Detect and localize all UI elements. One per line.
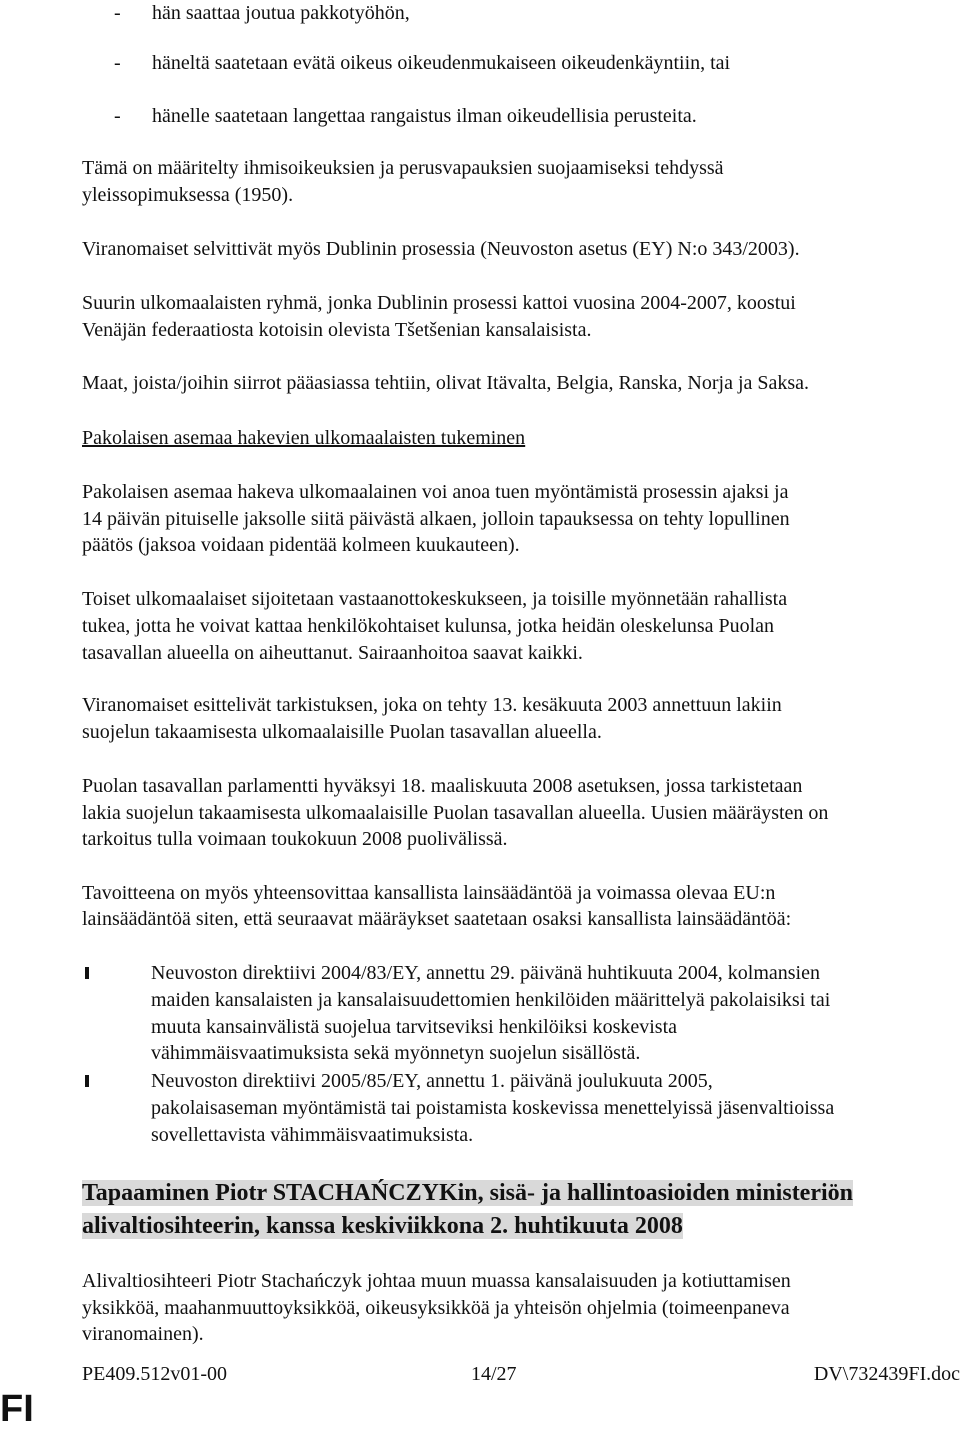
bullet-line: Neuvoston direktiivi 2005/85/EY, annettu 1. päivänä joulukuuta 2005, <box>151 1070 713 1092</box>
bullet-line: pakolaisaseman myöntämistä tai poistamista koskevissa menettelyissä jäsenvaltioissa <box>151 1096 835 1119</box>
paragraph-line: Suurin ulkomaalaisten ryhmä, jonka Dublinin prosessi kattoi vuosina 2004-2007, koostui <box>82 292 796 314</box>
meeting-heading <box>82 1177 960 1243</box>
paragraph-line: viranomainen). <box>82 1323 204 1345</box>
paragraph-line: yleissopimuksessa (1950). <box>82 184 294 206</box>
square-bullet-icon <box>82 967 90 979</box>
paragraph-line: lainsäädäntöä siten, että seuraavat määräykset saatetaan osaksi kansallista lainsäädäntöä: <box>82 908 792 930</box>
paragraph-line: Tavoitteena on myös yhteensovittaa kansallista lainsäädäntöä ja voimassa olevaa EU:n <box>82 882 776 904</box>
paragraph-line: Pakolaisen asemaa hakeva ulkomaalainen voi anoa tuen myöntämistä prosessin ajaksi ja <box>82 481 789 503</box>
heading-line: alivaltiosihteerin, kanssa keskiviikkona 2. huhtikuuta 2008 <box>82 1213 683 1239</box>
paragraph-line: suojelun takaamisesta ulkomaalaisille Puolan tasavallan alueella. <box>82 721 602 743</box>
paragraph-line: Venäjän federaatiosta kotoisin olevista Tšetšenian kansalaisista. <box>82 319 592 341</box>
bullet-line: Neuvoston direktiivi 2004/83/EY, annettu 29. päivänä huhtikuuta 2004, kolmansien <box>151 962 820 984</box>
dash-marker: - <box>114 105 121 127</box>
bullet-line: sovellettavista vähimmäisvaatimuksista. <box>151 1123 474 1146</box>
bullet-line: vähimmäisvaatimuksista sekä myönnetyn suojelun sisällöstä. <box>151 1042 641 1065</box>
dash-marker: - <box>114 52 121 74</box>
paragraph-line: päätös (jaksoa voidaan pidentää kolmeen kuukauteen). <box>82 534 520 556</box>
section-subheading: Pakolaisen asemaa hakevien ulkomaalaisten tukeminen <box>82 427 526 449</box>
paragraph-line: Tämä on määritelty ihmisoikeuksien ja perusvapauksien suojaamiseksi tehdyssä <box>82 157 724 179</box>
paragraph-line: Viranomaiset selvittivät myös Dublinin prosessia (Neuvoston asetus (EY) N:o 343/2003). <box>82 238 800 260</box>
paragraph-line: lakia suojelun takaamisesta ulkomaalaisille Puolan tasavallan alueella. Uusien määräysten on <box>82 802 829 824</box>
dash-marker: - <box>114 2 121 24</box>
dash-item-text: hän saattaa joutua pakkotyöhön, <box>152 2 410 24</box>
paragraph-line: Toiset ulkomaalaiset sijoitetaan vastaanottokeskukseen, ja toisille myönnetään rahallista <box>82 588 788 610</box>
paragraph-line: 14 päivän pituiselle jaksolle siitä päivästä alkaen, jolloin tapauksessa on tehty lopullinen <box>82 508 790 530</box>
paragraph-line: tarkoitus tulla voimaan toukokuun 2008 puolivälissä. <box>82 828 508 850</box>
bullet-line: muuta kansainvälistä suojelua tarvitseviksi henkilöiksi koskevista <box>151 1015 678 1038</box>
dash-item-text: häneltä saatetaan evätä oikeus oikeudenmukaiseen oikeudenkäyntiin, tai <box>152 52 731 74</box>
paragraph-line: yksikköä, maahanmuuttoyksikköä, oikeusyksikköä ja yhteisön ohjelmia (toimeenpaneva <box>82 1297 790 1319</box>
bullet-line: maiden kansalaisten ja kansalaisuudettomien henkilöiden määrittelyä pakolaisiksi tai <box>151 988 831 1011</box>
paragraph-line: Viranomaiset esittelivät tarkistuksen, joka on tehty 13. kesäkuuta 2003 annettuun lakiin <box>82 694 782 716</box>
paragraph-line: Puolan tasavallan parlamentti hyväksyi 18. maaliskuuta 2008 asetuksen, jossa tarkistetaan <box>82 775 803 797</box>
dash-item-text: hänelle saatetaan langettaa rangaistus ilman oikeudellisia perusteita. <box>152 105 697 127</box>
paragraph-line: tukea, jotta he voivat kattaa henkilökohtaiset kulunsa, jotka heidän oleskelunsa Puolan <box>82 615 775 637</box>
footer-page-number: 14/27 <box>471 1363 517 1385</box>
paragraph-line: Alivaltiosihteeri Piotr Stachańczyk johtaa muun muassa kansalaisuuden ja kotiuttamisen <box>82 1270 791 1292</box>
square-bullet-icon <box>82 1075 90 1087</box>
paragraph-line: Maat, joista/joihin siirrot pääasiassa tehtiin, olivat Itävalta, Belgia, Ranska, Norja ja Saksa. <box>82 372 810 394</box>
footer-doc-ref: PE409.512v01-00 <box>82 1363 227 1385</box>
heading-line: Tapaaminen Piotr STACHAŃCZYKin, sisä- ja hallintoasioiden ministeriön <box>82 1180 853 1206</box>
language-code: FI <box>0 1388 34 1430</box>
paragraph-line: tasavallan alueella on aiheuttanut. Sairaanhoitoa saavat kaikki. <box>82 642 583 664</box>
footer-file-name: DV\732439FI.doc <box>813 1363 960 1385</box>
